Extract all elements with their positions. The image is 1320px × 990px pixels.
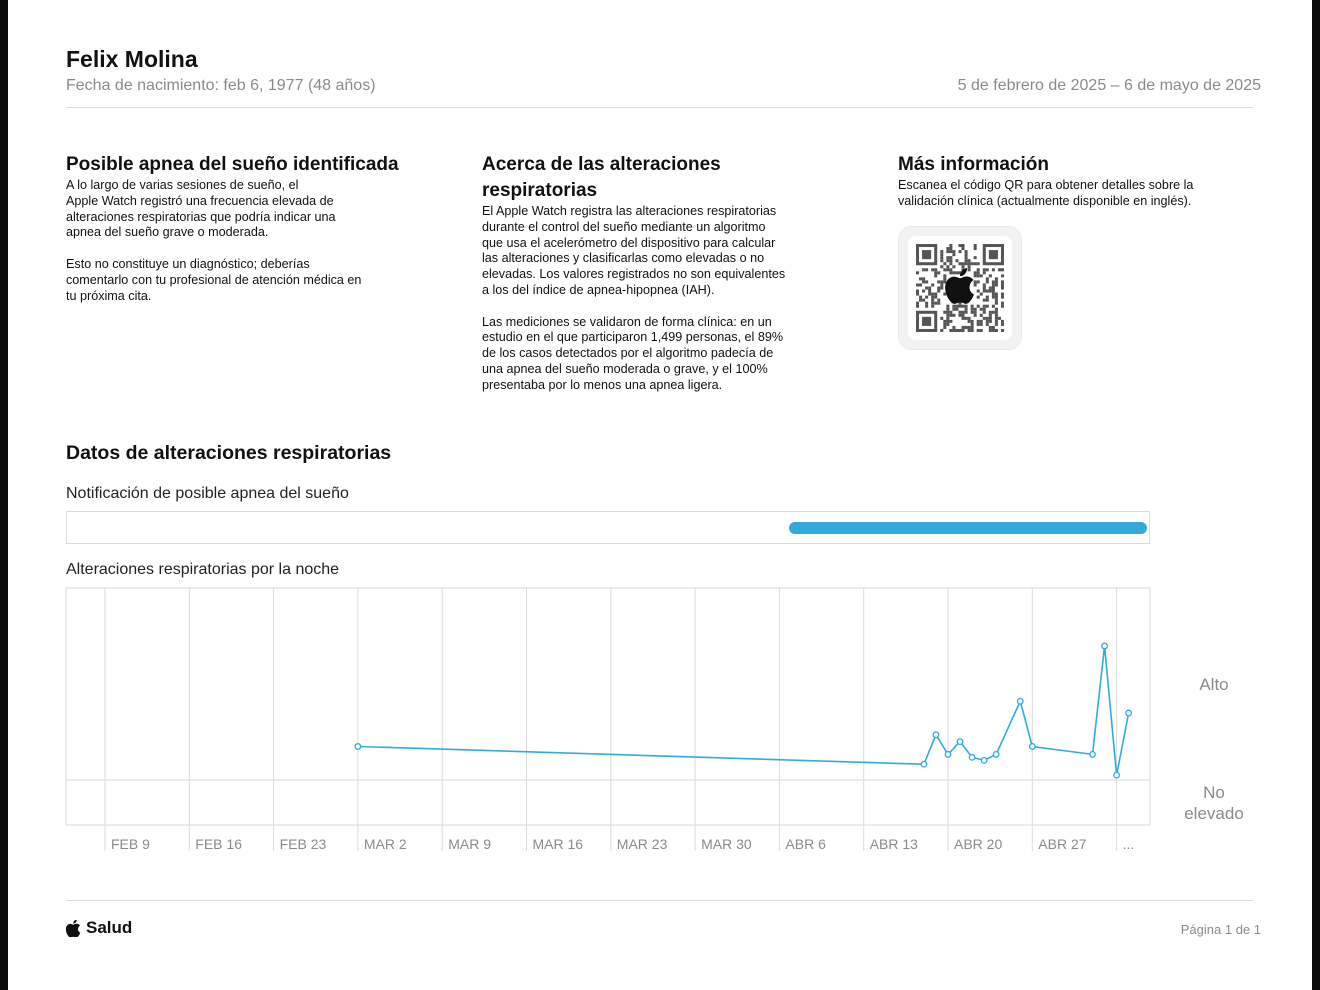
data-point	[945, 752, 951, 758]
x-tick-label: ABR 27	[1038, 836, 1087, 852]
notification-label: Notificación de posible apnea del sueño	[66, 485, 349, 502]
chart-label: Alteraciones respiratorias por la noche	[66, 561, 340, 578]
page-number: Página 1 de 1	[1180, 922, 1261, 937]
column-paragraph: Escanea el código QR para obtener detalles sobre la validación clínica (actualmente disponible en inglés).	[898, 178, 1194, 208]
report-page	[8, 0, 1312, 990]
column-paragraph: Esto no constituye un diagnóstico; deberías comentarlo con tu profesional de atención médica en tu próxima cita.	[66, 256, 362, 303]
data-point	[1090, 752, 1096, 758]
data-point	[921, 761, 927, 767]
level-label-normal: No elevado	[1184, 783, 1244, 823]
header-divider	[66, 107, 1253, 108]
info-column-about	[482, 152, 852, 394]
data-point	[957, 739, 963, 745]
birth-date: Fecha de nacimiento: feb 6, 1977 (48 años)	[66, 77, 376, 94]
x-tick-label: MAR 2	[363, 836, 407, 852]
column-title: Posible apnea del sueño identificada	[66, 154, 399, 175]
data-point	[355, 744, 361, 750]
patient-name: Felix Molina	[66, 46, 198, 72]
data-point	[933, 732, 939, 738]
breathing-chart	[8, 580, 1312, 860]
x-tick-label: FEB 23	[279, 836, 327, 852]
footer-brand	[66, 918, 132, 938]
x-tick-label: MAR 23	[616, 836, 668, 852]
data-point	[969, 755, 975, 761]
brand-name: Salud	[86, 918, 133, 937]
qr-pattern	[908, 236, 1012, 340]
x-tick-label: FEB 16	[195, 836, 243, 852]
date-range: 5 de febrero de 2025 – 6 de mayo de 2025	[957, 77, 1261, 94]
x-tick-label: MAR 9	[448, 836, 491, 852]
notification-track	[66, 511, 1150, 544]
x-tick-label: ABR 13	[869, 836, 918, 852]
x-tick-label: MAR 16	[532, 836, 584, 852]
data-point	[993, 752, 999, 758]
footer-divider	[66, 900, 1253, 901]
data-point	[1126, 710, 1132, 716]
data-point	[1102, 643, 1108, 649]
x-tick-label: ABR 20	[954, 836, 1003, 852]
x-tick-label: ...	[1122, 836, 1135, 852]
level-label-high: Alto	[1199, 675, 1229, 694]
info-column-apnea	[66, 152, 436, 304]
data-point	[1114, 772, 1120, 778]
column-title: Acerca de las alteraciones respiratorias	[482, 154, 721, 201]
column-paragraph: Las mediciones se validaron de forma clínica: en un estudio en el que participaron 1,499 personas, el 89% de los casos detectados por el algoritmo padecía de una apnea del sueño moderada o grave, y el 100% presentaba por lo menos una apnea ligera.	[482, 314, 784, 392]
data-point	[1030, 744, 1036, 750]
column-paragraph: El Apple Watch registra las alteraciones respiratorias durante el control del sueño mediante un algoritmo que usa el acelerómetro del dispositivo para calcular las alteraciones y clasificarlas como elevadas o no elevadas. Los valores registrados no son equivalentes a los del índice de apnea-hipopnea (IAH).	[482, 204, 786, 297]
section-title: Datos de alteraciones respiratorias	[66, 442, 392, 464]
data-point	[981, 757, 987, 763]
column-paragraph: A lo largo de varias sesiones de sueño, el Apple Watch registró una frecuencia elevada de alteraciones respiratorias que podría indicar una apnea del sueño grave o moderada.	[66, 178, 336, 240]
data-point	[1017, 698, 1023, 704]
info-column-more	[898, 152, 1258, 210]
x-tick-label: ABR 6	[785, 836, 826, 852]
apple-logo-icon	[66, 920, 81, 937]
qr-code[interactable]	[898, 226, 1022, 350]
x-tick-label: FEB 9	[111, 836, 150, 852]
x-tick-label: MAR 30	[701, 836, 752, 852]
notification-bar	[789, 522, 1147, 534]
column-title: Más información	[898, 154, 1049, 175]
chart-frame	[66, 588, 1150, 825]
